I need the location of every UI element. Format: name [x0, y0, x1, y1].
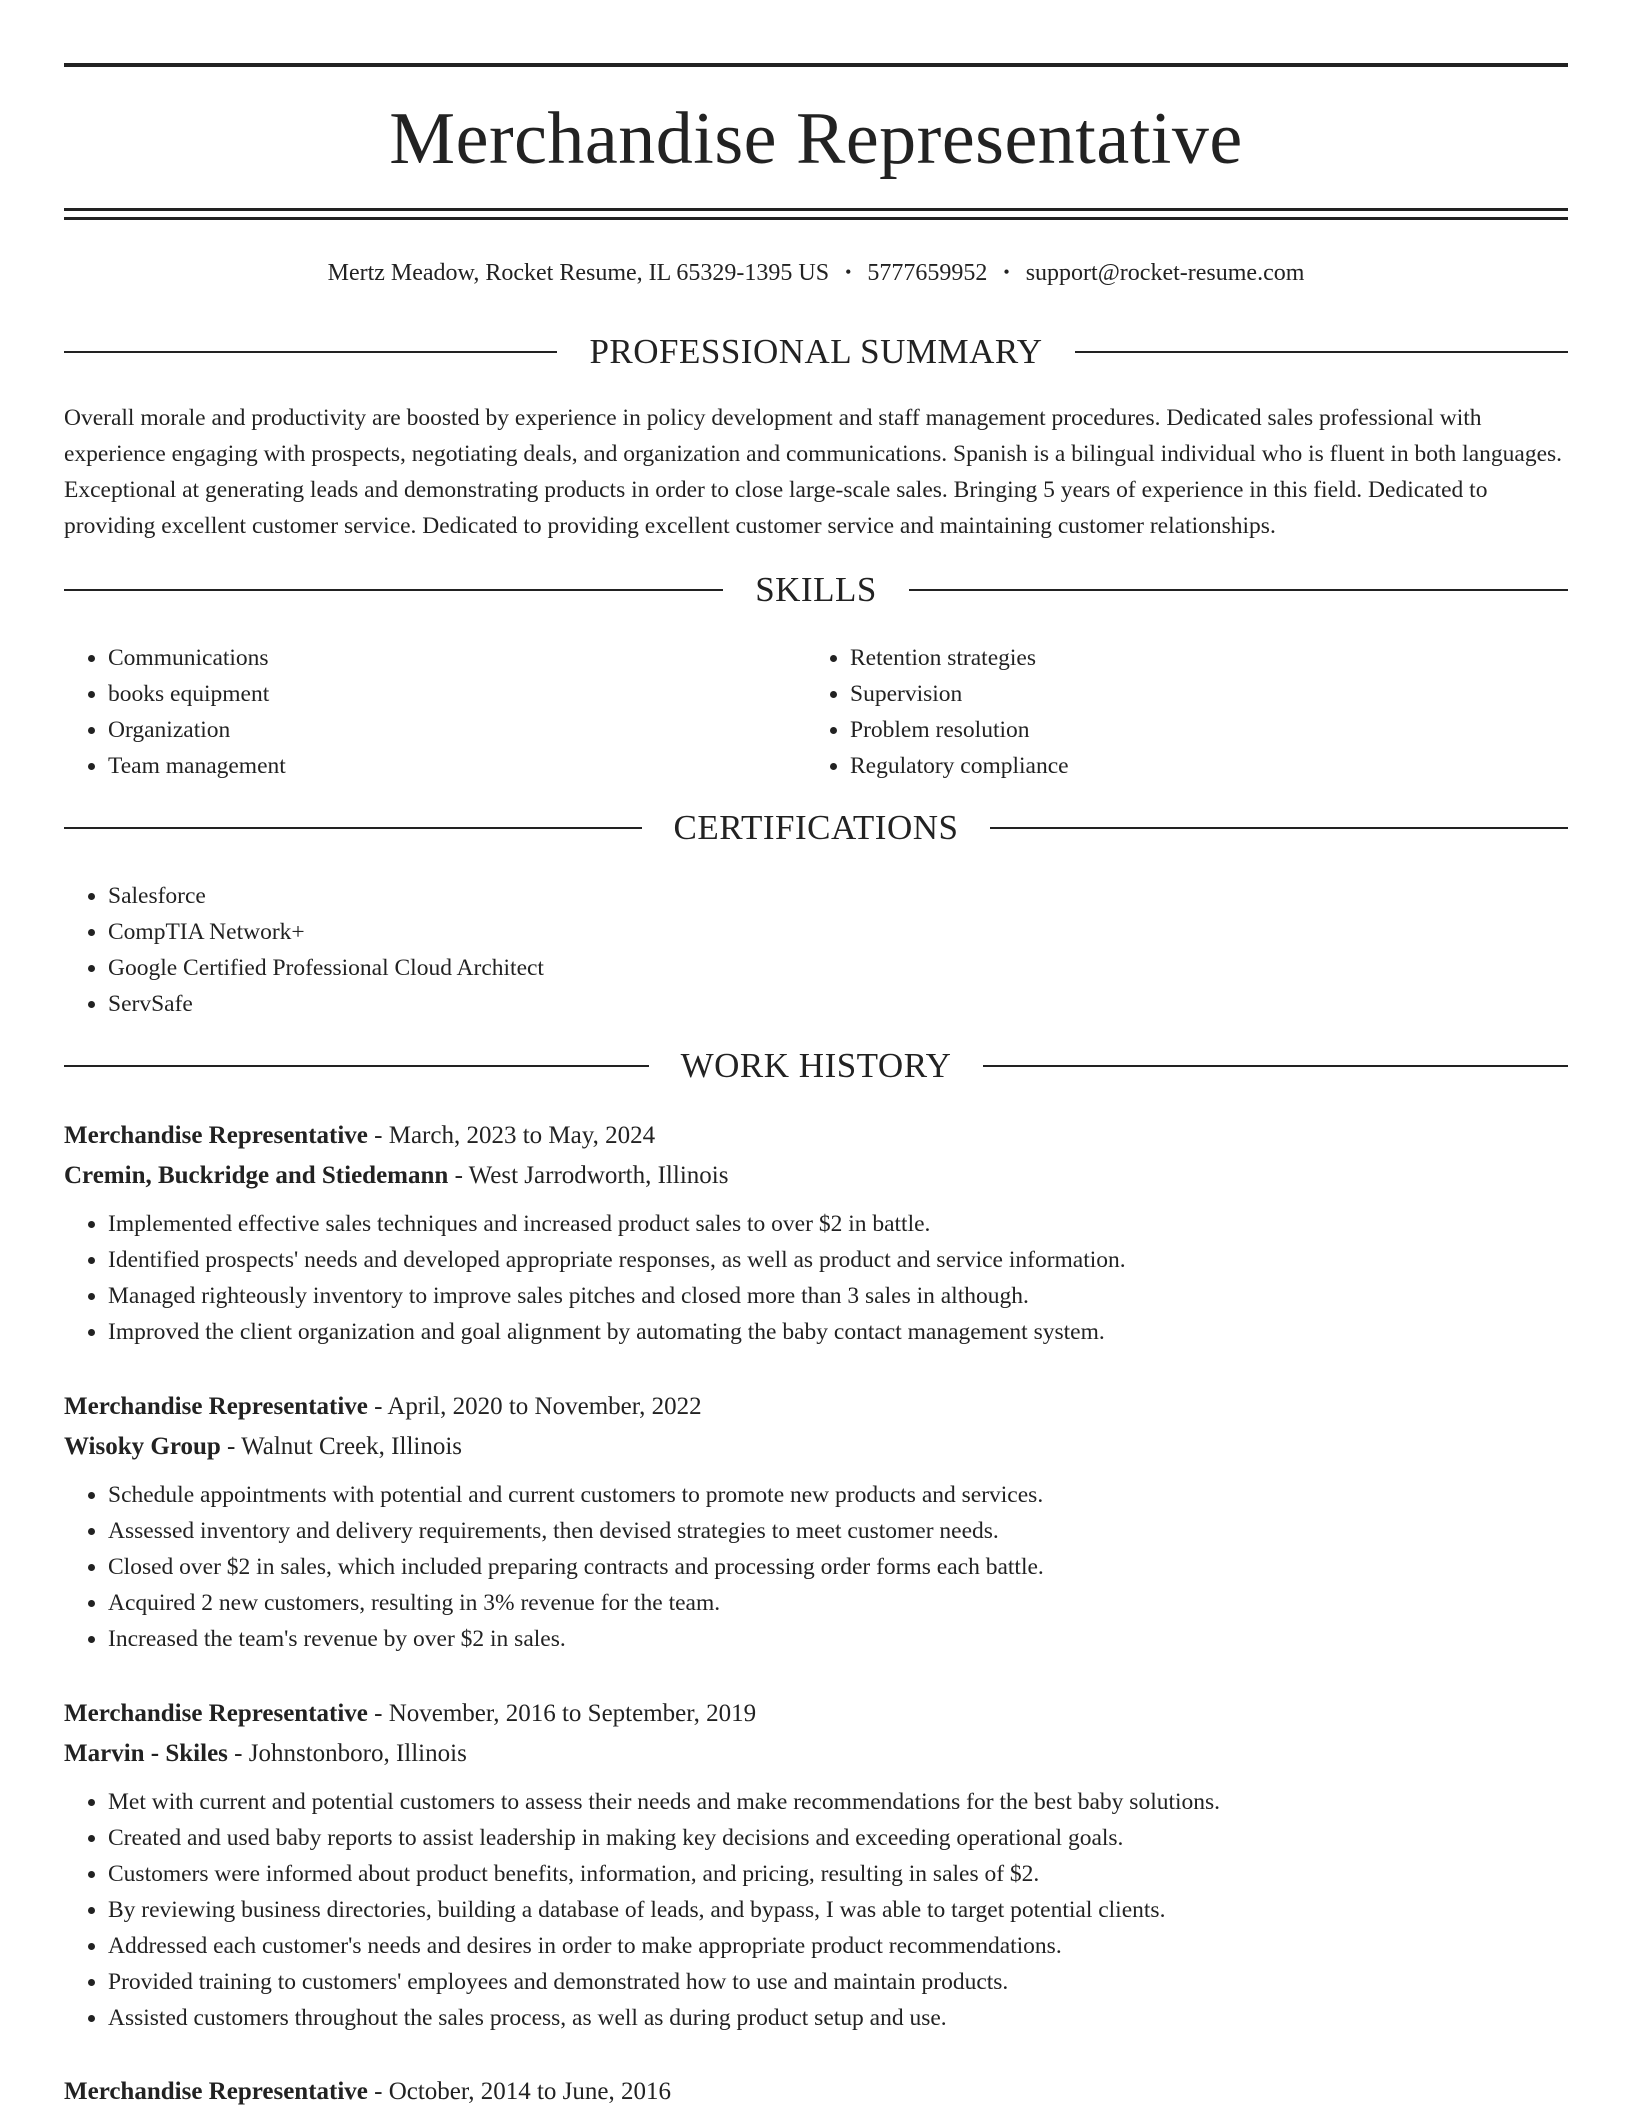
- job-company: Cremin, Buckridge and Stiedemann: [64, 1162, 449, 1189]
- contact-address: Mertz Meadow, Rocket Resume, IL 65329-1395 US: [327, 260, 830, 286]
- skill-item: • Problem resolution: [850, 712, 1548, 748]
- job-dates: - October, 2014 to June, 2016: [367, 2078, 672, 2105]
- job-bullet: • Increased the team's revenue by over $2 in sales.: [108, 1621, 1568, 1657]
- job-bullet: • Provided training to customers' employees and demonstrated how to use and maintain products.: [108, 1964, 1568, 2000]
- job-dates: - March, 2023 to May, 2024: [367, 1122, 656, 1149]
- section-title: PROFESSIONAL SUMMARY: [589, 332, 1043, 371]
- job-bullet: • Identified prospects' needs and developed appropriate responses, as well as product and service information.: [108, 1242, 1568, 1278]
- section-rule: [64, 351, 557, 353]
- job-dates: - November, 2016 to September, 2019: [367, 1700, 757, 1727]
- professional-summary: Overall morale and productivity are boosted by experience in policy development and staff management procedures. Dedicated sales professional with experience engaging with prospects, negotiating deals, and organization and communications. Spanish is a bilingual individual who is fluent in both languages. Exceptional at generating leads and demonstrating products in order to close large-scale sales. Bringing 5 years of experience in this field. Dedicated to providing excellent customer service. Dedicated to providing excellent customer service and maintaining customer relationships.: [64, 405, 1563, 539]
- double-rule: [64, 208, 1568, 220]
- section-rule: [64, 1065, 649, 1067]
- job-bullet: • Addressed each customer's needs and desires in order to make appropriate product recommendations.: [108, 1928, 1568, 1964]
- job-bullet: • Assessed inventory and delivery requirements, then devised strategies to meet customer needs.: [108, 1513, 1568, 1549]
- skill-item: • books equipment: [108, 676, 806, 712]
- skills-section-header: [64, 568, 1568, 612]
- skill-item: • Team management: [108, 748, 806, 784]
- job-title: Merchandise Representative: [64, 1122, 368, 1149]
- job-location: - Johnstonboro, Illinois: [227, 1740, 467, 1767]
- job-bullets: [64, 1477, 1568, 1657]
- job-bullet: • Implemented effective sales techniques and increased product sales to over $2 in battle.: [108, 1206, 1568, 1242]
- job-bullet: • Created and used baby reports to assist leadership in making key decisions and exceeding operational goals.: [108, 1820, 1568, 1856]
- contact-info: [64, 254, 1568, 291]
- skill-item: • Supervision: [850, 676, 1548, 712]
- job-bullet: • Acquired 2 new customers, resulting in 3% revenue for the team.: [108, 1585, 1568, 1621]
- job-company-line: [64, 1427, 1568, 1467]
- job-company: Marvin - Skiles: [64, 1740, 228, 1767]
- contact-separator: •: [1003, 262, 1010, 282]
- contact-email: support@rocket-resume.com: [1025, 260, 1305, 286]
- certification-item: • Salesforce: [108, 878, 1568, 914]
- skills-column-left: [64, 640, 806, 784]
- section-rule: [1075, 351, 1568, 353]
- skills-column-right: [806, 640, 1548, 784]
- job-bullet: • Customers were informed about product benefits, information, and pricing, resulting in sales of $2.: [108, 1856, 1568, 1892]
- job-bullet: • Schedule appointments with potential and current customers to promote new products and services.: [108, 1477, 1568, 1513]
- job-bullet: • By reviewing business directories, building a database of leads, and bypass, I was able to target potential clients.: [108, 1892, 1568, 1928]
- certification-item: • CompTIA Network+: [108, 914, 1568, 950]
- job-bullet: • Improved the client organization and goal alignment by automating the baby contact management system.: [108, 1314, 1568, 1350]
- job-bullet: • Assisted customers throughout the sales process, as well as during product setup and use.: [108, 2000, 1568, 2036]
- job-bullet: • Managed righteously inventory to improve sales pitches and closed more than 3 sales in although.: [108, 1278, 1568, 1314]
- resume-name: Merchandise Representative: [389, 98, 1243, 180]
- skills-list: [64, 640, 1568, 784]
- section-rule: [64, 589, 723, 591]
- section-rule: [64, 827, 642, 829]
- section-title: WORK HISTORY: [680, 1046, 952, 1085]
- job-bullets: [64, 1206, 1568, 1350]
- job-bullet: • Closed over $2 in sales, which included preparing contracts and processing order forms each battle.: [108, 1549, 1568, 1585]
- section-title: CERTIFICATIONS: [673, 808, 959, 847]
- job-title-line: [64, 1116, 1568, 1156]
- skill-item: • Retention strategies: [850, 640, 1548, 676]
- job-location: - West Jarrodworth, Illinois: [448, 1162, 729, 1189]
- certification-item: • ServSafe: [108, 986, 1568, 1022]
- top-rule: [64, 63, 1568, 67]
- contact-separator: •: [845, 262, 852, 282]
- job-company-line: [64, 1156, 1568, 1196]
- job-title-line: [64, 1694, 1568, 1734]
- summary-section-header: [64, 330, 1568, 374]
- job-bullets: [64, 1784, 1568, 2036]
- section-title: SKILLS: [755, 570, 877, 609]
- job-entry: [64, 2072, 1568, 2112]
- job-entry: [64, 1116, 1568, 1350]
- job-title-line: [64, 1387, 1568, 1427]
- certification-item: • Google Certified Professional Cloud Architect: [108, 950, 1568, 986]
- job-entry: [64, 1694, 1568, 2036]
- contact-phone: 5777659952: [867, 260, 988, 286]
- section-rule: [909, 589, 1568, 591]
- certifications-list: [64, 878, 1568, 1022]
- job-company: Wisoky Group: [64, 1433, 221, 1460]
- skill-item: • Regulatory compliance: [850, 748, 1548, 784]
- work-history-section-header: [64, 1044, 1568, 1088]
- job-title: Merchandise Representative: [64, 1393, 368, 1420]
- job-company-line: [64, 1734, 1568, 1774]
- skill-item: • Communications: [108, 640, 806, 676]
- job-title: Merchandise Representative: [64, 1700, 368, 1727]
- job-dates: - April, 2020 to November, 2022: [367, 1393, 702, 1420]
- section-rule: [983, 1065, 1568, 1067]
- job-entry: [64, 1387, 1568, 1657]
- job-title-line: [64, 2072, 1568, 2112]
- job-bullet: • Met with current and potential customers to assess their needs and make recommendations for the best baby solutions.: [108, 1784, 1568, 1820]
- job-title: Merchandise Representative: [64, 2078, 368, 2105]
- section-rule: [990, 827, 1568, 829]
- job-location: - Walnut Creek, Illinois: [220, 1433, 463, 1460]
- skill-item: • Organization: [108, 712, 806, 748]
- certifications-section-header: [64, 806, 1568, 850]
